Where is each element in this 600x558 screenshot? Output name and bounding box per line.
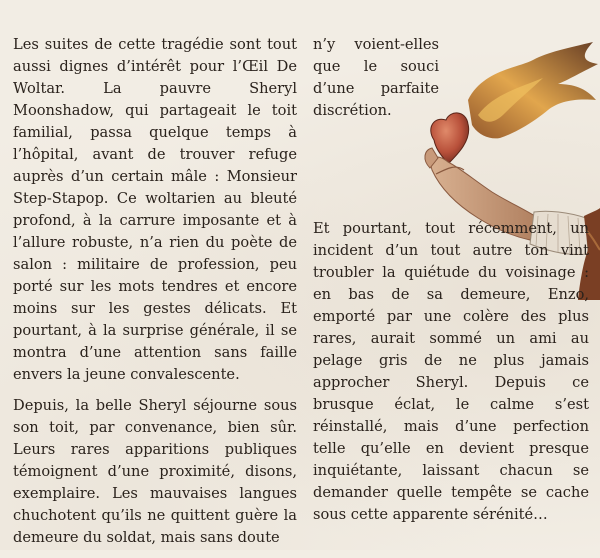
article-column-right-bottom xyxy=(313,218,589,526)
article-column-left xyxy=(13,34,297,558)
article-paragraph-2-continued: n’y voient-elles que le souci d’une parfaite discrétion. xyxy=(313,36,439,119)
article-paragraph-1: Les suites de cette tragédie sont tout aussi dignes d’intérêt pour l’Œil De Woltar. La pauvre Sheryl Moonshadow, qui partageait le toit familial, passa quelque temps à l’hôpital, avant de trouver refuge auprès d’un certain mâle : Monsieur Step-Stapop. Ce woltarien au bleuté profond, à la carrure imposante et à l’allure robuste, n’a rien du poète de salon : militaire de profession, peu porté sur les mots tendres et encore moins sur les gestes délicats. Et pourtant, à la surprise générale, il se montra d’une attention sans faille envers la jeune convalescente. xyxy=(13,36,297,383)
article-column-right-top xyxy=(313,34,439,122)
article-paragraph-3: Et pourtant, tout récemment, un incident d’un tout autre ton vint troubler la quiétude du voisinage : en bas de sa demeure, Enzo, emporté par une colère des plus rares, aurait sommé un ami au pelage gris de ne plus jamais approcher Sheryl. Depuis ce brusque éclat, le calme s’est réinstallé, mais d’une perfection telle qu’elle en devient presque inquiétante, laissant chacun se demander quelle tempête se cache sous cette apparente sérénité… xyxy=(313,220,589,523)
article-paragraph-2: Depuis, la belle Sheryl séjourne sous son toit, par convenance, bien sûr. Leurs rares apparitions publiques témoignent d’une proximité, disons, exemplaire. Les mauvaises langues chuchotent qu’ils ne quittent guère la demeure du soldat, mais sans doute xyxy=(13,397,297,546)
